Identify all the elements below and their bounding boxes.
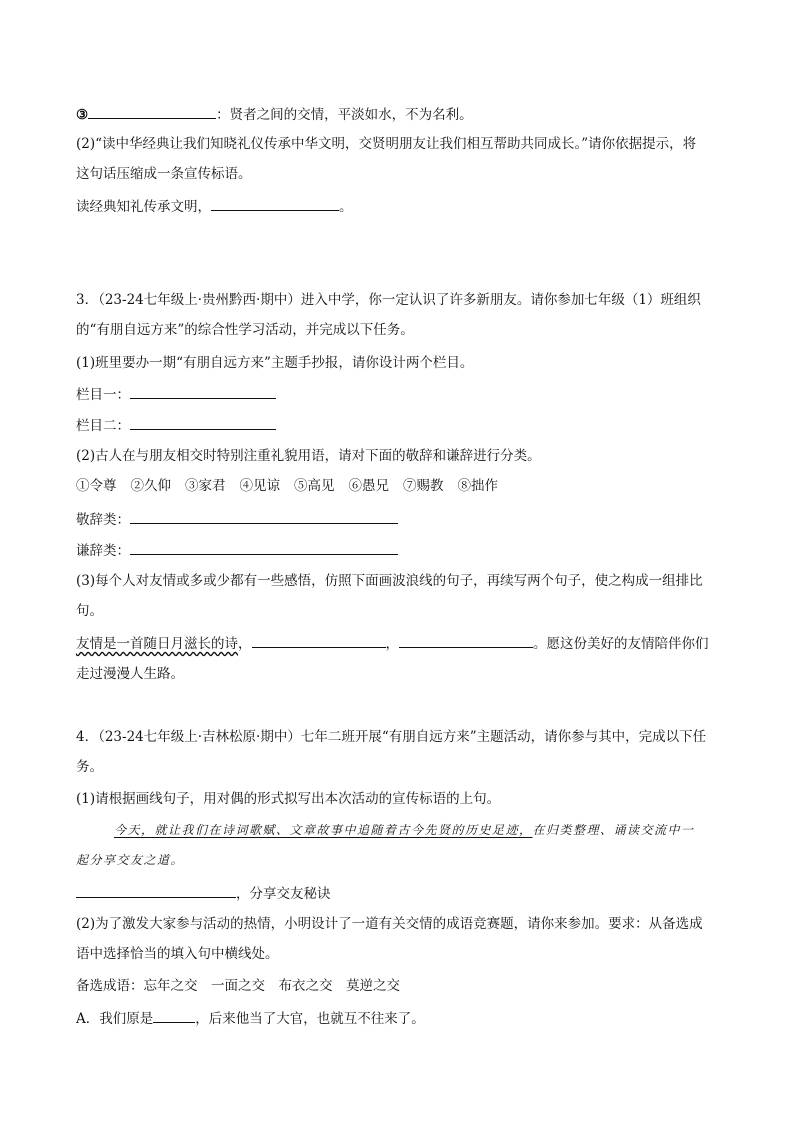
question-4-line1: 4．（23-24七年级上·吉林松原·期中）七年二班开展“有朋自远方来”主题活动，请你参与其中，完成以下任 xyxy=(76,729,707,745)
parallel-sentence-line2: 走过漫漫人生路。 xyxy=(76,666,184,682)
question-2-2-line2: 这句话压缩成一条宣传标语。 xyxy=(76,166,252,182)
slogan-answer-blank[interactable] xyxy=(76,883,236,898)
parallel-sentence-line: 友情是一首随日月滋长的诗， ， 。愿这份美好的友情陪伴你们 xyxy=(76,633,709,654)
humble-terms-line: 谦辞类： xyxy=(76,540,398,561)
question-3-sub2: (2)古人在与朋友相交时特别注重礼貌用语，请对下面的敬辞和谦辞进行分类。 xyxy=(76,448,541,464)
option-item: ⑧拙作 xyxy=(457,478,498,494)
quoted-passage-line2: 起分享交友之道。 xyxy=(76,853,185,867)
quoted-passage-line1: 今天，就让我们在诗词歌赋、文章故事中追随着古今先贤的历史足迹，在归类整理、诵读交流中一 xyxy=(114,823,695,837)
line-item-3: ③ ：贤者之间的交情，平淡如水，不为名利。 xyxy=(76,104,473,125)
column-1-blank[interactable] xyxy=(130,384,276,399)
respectful-terms-blank[interactable] xyxy=(130,509,398,524)
question-3-line1: 3．（23-24七年级上·贵州黔西·期中）进入中学，你一定认识了许多新朋友。请你参加七年级（1）班组织 xyxy=(76,292,701,308)
slogan-line: 读经典知礼传承文明， 。 xyxy=(76,196,353,217)
question-4-line2: 务。 xyxy=(76,759,103,775)
question-4-sub2-line2: 语中选择恰当的填入句中横线处。 xyxy=(76,946,279,962)
underlined-sentence: 今天，就让我们在诗词歌赋、文章故事中追随着古今先贤的历史足迹， xyxy=(114,823,533,837)
circled-number-3: ③ xyxy=(76,107,89,123)
option-item: ④见谅 xyxy=(239,478,280,494)
column-2-line: 栏目二： xyxy=(76,415,276,436)
option-item: ⑥愚兄 xyxy=(348,478,389,494)
idiom-options: 备选成语：忘年之交 一面之交 布衣之交 莫逆之交 xyxy=(76,978,400,994)
option-item: ③家君 xyxy=(185,478,226,494)
option-item: ②久仰 xyxy=(130,478,171,494)
sentence-blank-1[interactable] xyxy=(252,633,386,648)
option-item: ⑤高见 xyxy=(294,478,335,494)
options-list xyxy=(76,476,512,496)
sentence-a: A．我们原是 ，后来他当了大官，也就互不往来了。 xyxy=(76,1008,425,1029)
question-3-sub1: (1)班里要办一期“有朋自远方来”主题手抄报，请你设计两个栏目。 xyxy=(76,355,474,371)
question-4-sub2-line1: (2)为了激发大家参与活动的热情，小明设计了一道有关交情的成语竞赛题，请你来参加。要求：从备选成 xyxy=(76,916,703,932)
question-3-sub3-line2: 句。 xyxy=(76,603,103,619)
respectful-terms-line: 敬辞类： xyxy=(76,509,398,530)
sentence-blank-2[interactable] xyxy=(399,633,533,648)
option-item: ①令尊 xyxy=(76,478,117,494)
humble-terms-blank[interactable] xyxy=(130,540,398,555)
idiom-blank-a[interactable] xyxy=(153,1008,195,1023)
option-item: ⑦赐教 xyxy=(403,478,444,494)
answer-blank[interactable] xyxy=(88,104,216,119)
column-1-line: 栏目一： xyxy=(76,384,276,405)
wavy-underlined-sentence: 友情是一首随日月滋长的诗 xyxy=(76,636,238,652)
slogan-blank[interactable] xyxy=(211,196,339,211)
column-2-blank[interactable] xyxy=(130,415,276,430)
question-2-2-line1: (2)“读中华经典让我们知晓礼仪传承中华文明，交贤明朋友让我们相互帮助共同成长。”请你依据提示，将 xyxy=(76,136,697,152)
question-3-line2: 的“有朋自远方来”的综合性学习活动，并完成以下任务。 xyxy=(76,322,414,338)
slogan-answer-line: ，分享交友秘诀 xyxy=(76,883,331,904)
question-3-sub3-line1: (3)每个人对友情或多或少都有一些感悟，仿照下面画波浪线的句子，再续写两个句子，使之构成一组排比 xyxy=(76,573,703,589)
question-4-sub1: (1)请根据画线句子，用对偶的形式拟写出本次活动的宣传标语的上句。 xyxy=(76,791,501,807)
